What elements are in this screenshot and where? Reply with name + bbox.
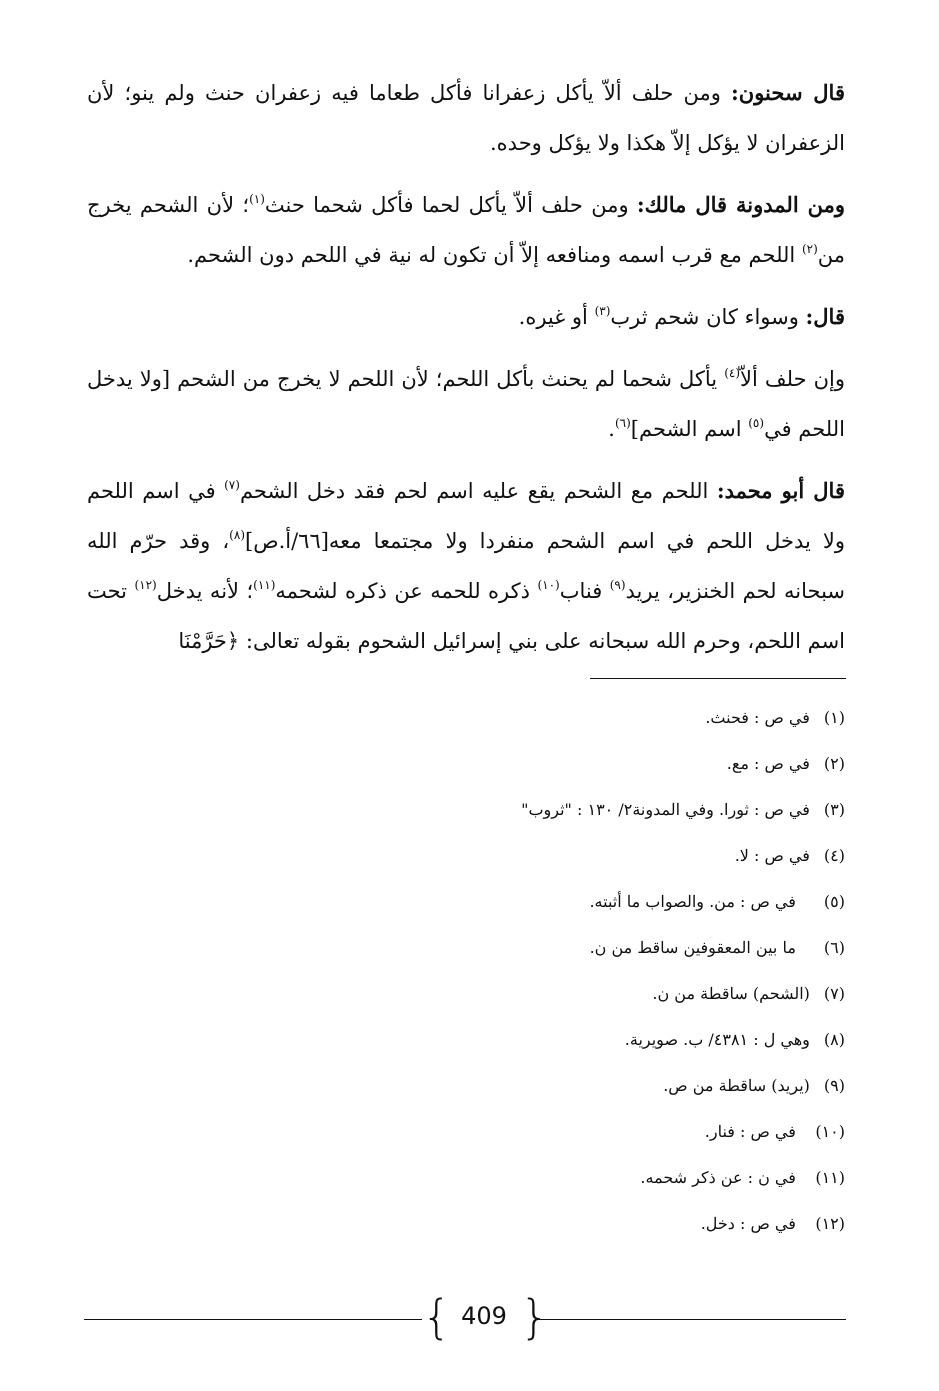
paragraph-text: اسم الشحم]: [630, 417, 749, 441]
footnote-item: [445, 1160, 845, 1206]
page-number-footer: [84, 1292, 846, 1348]
footnote-ref[interactable]: (٦): [614, 416, 631, 430]
footnote-text: في ص : ثورا. وفي المدونة٢/ ١٣٠ : "ثروب": [521, 800, 810, 819]
footnote-number: (٥): [823, 892, 845, 911]
paragraph-text: ذكره للحمه عن ذكره لشحمه: [275, 579, 538, 603]
footnote-ref[interactable]: (٢): [801, 242, 818, 256]
footnote-text: (الشحم) ساقطة من ن.: [652, 984, 810, 1003]
footnotes-list: [445, 700, 845, 1252]
footnote-ref[interactable]: (١٠): [537, 578, 560, 592]
paragraph-text: ، وقد حرّم الله سبحانه لحم الخنزير، يريد: [87, 529, 846, 603]
paragraph-text: اللحم مع قرب اسمه ومنافعه إلاّ أن تكون له نية في اللحم دون الشحم.: [187, 243, 802, 267]
bracket-left-icon: {: [422, 1290, 452, 1344]
paragraph-text: اللحم مع الشحم يقع عليه اسم لحم فقد دخل الشحم: [239, 479, 717, 503]
paragraph-text: ؛ لأنه يدخل: [156, 579, 254, 603]
footnote-item: [445, 1206, 845, 1252]
main-text: [87, 68, 845, 678]
paragraph-text: .: [608, 417, 615, 441]
footnote-text: في ص : دخل.: [700, 1214, 796, 1233]
paragraph-text: ومن حلف ألاّ يأكل لحما فأكل شحما حنث: [264, 193, 637, 217]
footnote-text: في ص : لا.: [734, 846, 810, 865]
footnote-item: [445, 838, 845, 884]
footnote-ref[interactable]: (٥): [748, 416, 765, 430]
footnote-text: في ص : مع.: [726, 754, 810, 773]
paragraph-2: [87, 180, 845, 280]
footnote-text: في ن : عن ذكر شحمه.: [640, 1168, 796, 1187]
speaker-label: قال أبو محمد:: [716, 478, 845, 503]
paragraph-text: وسواء كان شحم ثرب: [610, 305, 806, 329]
footnote-number: (١٠): [815, 1122, 845, 1141]
footnote-item: [445, 1022, 845, 1068]
footnote-ref[interactable]: (٨): [229, 528, 245, 542]
footnote-ref[interactable]: (١): [249, 192, 265, 206]
footnote-ref[interactable]: (٤): [724, 366, 741, 380]
footnote-item: [445, 746, 845, 792]
footnote-text: في ص : من. والصواب ما أثبته.: [589, 892, 796, 911]
footnote-number: (١٢): [815, 1214, 845, 1233]
paragraph-3: [87, 292, 845, 342]
footnote-number: (١): [823, 708, 845, 727]
footnote-text: ما بين المعقوفين ساقط من ن.: [589, 938, 796, 957]
footnote-item: [445, 700, 845, 746]
footer-rule-left: [84, 1319, 422, 1320]
speaker-label: قال سحنون:: [731, 80, 845, 105]
footnote-ref[interactable]: (١١): [253, 578, 276, 592]
speaker-label: ومن المدونة قال مالك:: [636, 192, 845, 217]
footnote-ref[interactable]: (٧): [224, 478, 240, 492]
footnote-item: [445, 930, 845, 976]
paragraph-text: يأكل شحما لم يحنث بأكل اللحم؛ لأن اللحم لا يخرج من الشحم [ولا يدخل اللحم في: [87, 367, 845, 441]
paragraph-text: ومن حلف ألاّ يأكل زعفرانا فأكل طعاما فيه زعفران حنث ولم ينو؛ لأن الزعفران لا يؤكل إلاّ هكذا ولا يؤكل وحده.: [87, 81, 845, 155]
footnote-number: (٩): [823, 1076, 845, 1095]
footnote-ref[interactable]: (١٢): [134, 578, 157, 592]
paragraph-text: وإن حلف ألاّ: [740, 367, 845, 391]
footnote-item: [445, 976, 845, 1022]
footnote-item: [445, 792, 845, 838]
paragraph-4: [87, 354, 845, 454]
footnote-text: في ص : فنار.: [704, 1122, 796, 1141]
footnote-number: (٤): [823, 846, 845, 865]
footnote-text: (يريد) ساقطة من ص.: [663, 1076, 810, 1095]
footnote-item: [445, 1068, 845, 1114]
footnote-number: (٢): [823, 754, 845, 773]
footnote-ref[interactable]: (٣): [594, 304, 611, 318]
paragraph-text: ؛ لأن الشحم يخرج من: [87, 193, 845, 267]
footnote-item: [445, 884, 845, 930]
paragraph-text: في اسم اللحم ولا يدخل اللحم في اسم الشحم منفردا ولا مجتمعا معه[٦٦/أ.ص]: [87, 479, 845, 553]
paragraph-text: تحت اسم اللحم، وحرم الله سبحانه على بني إسرائيل الشحوم بقوله تعالى: ﴿حَرَّمْنَا: [87, 579, 845, 653]
page-number: 409: [461, 1302, 507, 1330]
footnote-divider: [590, 678, 846, 679]
paragraph-1: [87, 68, 845, 168]
paragraph-5: [87, 466, 845, 666]
footnote-number: (٧): [823, 984, 845, 1003]
footnote-ref[interactable]: (٩): [609, 578, 626, 592]
paragraph-text: أو غيره.: [518, 305, 595, 329]
footnote-number: (٨): [823, 1030, 845, 1049]
footnote-text: في ص : فحنث.: [705, 708, 810, 727]
footer-rule-right: [536, 1319, 846, 1320]
bracket-right-icon: }: [520, 1290, 550, 1344]
footnote-text: وهي ل : ٤٣٨١/ ب. صويرية.: [624, 1030, 810, 1049]
footnote-number: (٣): [823, 800, 845, 819]
footnote-number: (٦): [823, 938, 845, 957]
paragraph-text: فناب: [559, 579, 610, 603]
footnote-number: (١١): [815, 1168, 845, 1187]
speaker-label: قال:: [805, 304, 845, 329]
footnote-item: [445, 1114, 845, 1160]
